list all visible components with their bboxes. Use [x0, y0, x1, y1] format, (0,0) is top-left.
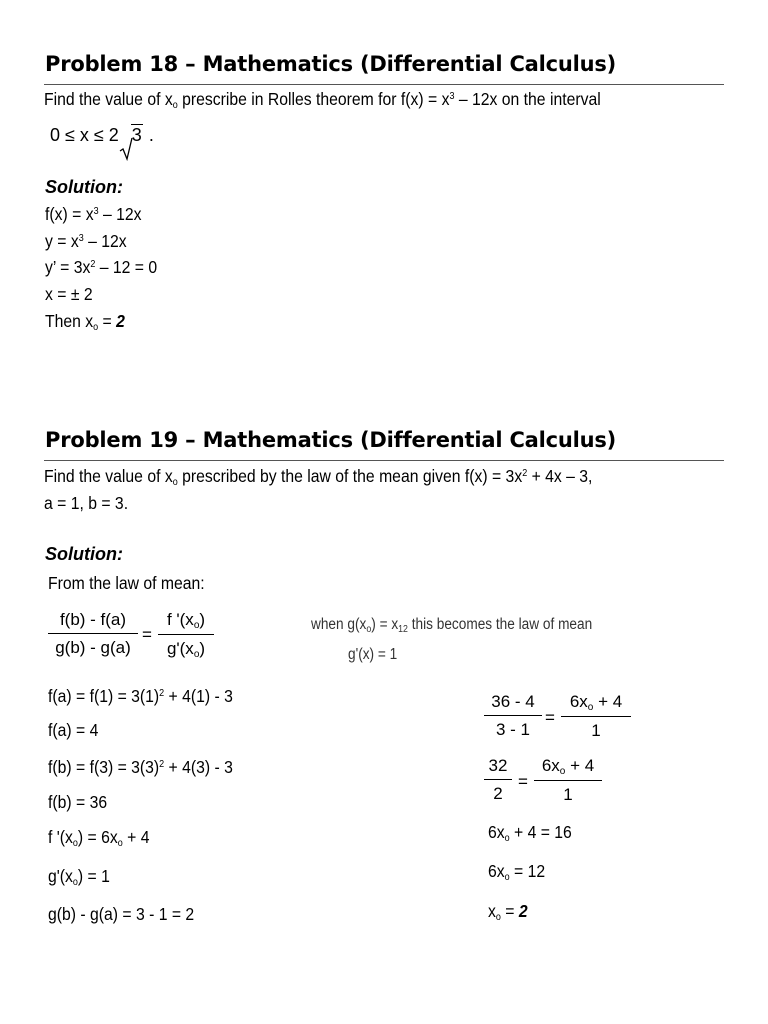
problem-18-rule — [44, 84, 724, 85]
right-step-1: $6x_o + 4 = 16$ — [488, 822, 572, 844]
p18-line-3: y’ = $3x^2 - 12 = 0$ — [45, 257, 158, 277]
p18-line-2: $y = x^3 - 12x$ — [45, 231, 127, 251]
g-prime-note: g'(x) = 1 — [348, 646, 398, 663]
p18-answer-line: Then $x_o = 2$ — [45, 311, 125, 333]
problem-19-rule — [44, 460, 724, 461]
right-fraction-2-rhs: $\frac{6x_o + 4}{1}$ — [534, 756, 602, 805]
right-fraction-1-rhs: $\frac{6x_o + 4}{1}$ — [561, 692, 631, 741]
problem-18-solution-label: Solution: — [45, 177, 123, 197]
law-lhs-fraction: $\frac{f(b) - f(a)}{g(b) - g(a)}$ — [48, 610, 138, 658]
radical-icon — [119, 137, 133, 161]
problem-19-solution-label: Solution: — [45, 544, 123, 564]
right-fraction-2-lhs: $\frac{32}{2}$ — [484, 756, 512, 804]
right-equals-1: = — [545, 708, 555, 727]
f-of-a-value: f(a) = 4 — [48, 720, 99, 740]
problem-18-interval: 0 ≤ x ≤ 2 3 . — [50, 125, 154, 146]
f-of-b-value: f(b) = 36 — [48, 792, 108, 812]
problem-19-question: Find the value of $x_o$ prescribed by the law of the mean given $f(x) = 3x^2 + 4x - 3$, — [44, 466, 593, 488]
law-rhs-fraction: $\frac{f '(x_o)}{g'(x_o)}$ — [158, 610, 214, 660]
law-equals: = — [142, 625, 152, 644]
problem-18-title: Problem 18 – Mathematics (Differential Calculus) — [45, 52, 617, 76]
f-of-b-calc: $f(b) = f(3) = 3(3)^2 + 4(3) - 3$ — [48, 757, 233, 777]
g-difference-line: g(b) - g(a) = 3 - 1 = 2 — [48, 904, 195, 924]
right-fraction-1-lhs: $\frac{36 - 4}{3 - 1}$ — [484, 692, 542, 740]
right-equals-2: = — [518, 772, 528, 791]
law-of-mean-intro: From the law of mean: — [48, 573, 205, 593]
right-answer: $x_o = 2$ — [488, 901, 528, 923]
problem-19-title: Problem 19 – Mathematics (Differential Calculus) — [45, 428, 617, 452]
problem-19-question-line-2: a = 1, b = 3. — [44, 493, 129, 513]
p18-line-1: $f(x) = x^3 - 12x$ — [45, 204, 142, 224]
p18-line-4: x = ± 2 — [45, 284, 93, 304]
problem-18-question: Find the value of $x_o$ prescribe in Rolles theorem for $f(x) = x^3 - 12x$ on the interval — [44, 89, 601, 111]
right-step-2: $6x_o = 12$ — [488, 861, 546, 883]
f-prime-line: f '$(x_o) = 6x_o + 4$ — [48, 827, 150, 849]
f-of-a-calc: $f(a) = f(1) = 3(1)^2 + 4(1) - 3$ — [48, 686, 233, 706]
g-prime-line: $g'(x_o) = 1$ — [48, 866, 110, 888]
law-of-mean-note: when $g(x_o) = x_{12}$ this becomes the law of mean — [311, 616, 593, 635]
